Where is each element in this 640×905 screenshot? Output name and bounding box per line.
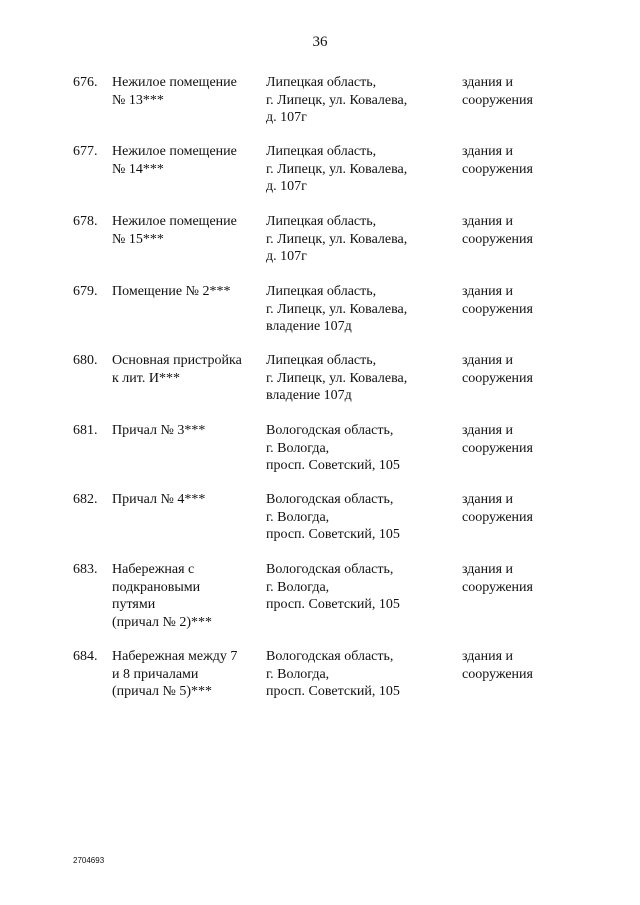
object-address: Вологодская область, г. Вологда, просп. Советский, 105 [266, 423, 400, 473]
row-number: 677. [73, 144, 98, 159]
object-type: здания и сооружения [462, 214, 533, 247]
object-type: здания и сооружения [462, 562, 533, 595]
object-type: здания и сооружения [462, 284, 533, 317]
object-name: Причал № 3*** [112, 423, 206, 438]
row-number: 680. [73, 353, 98, 368]
object-type: здания и сооружения [462, 649, 533, 682]
row-number: 681. [73, 423, 98, 438]
object-address: Вологодская область, г. Вологда, просп. Советский, 105 [266, 562, 400, 612]
table-row [0, 74, 640, 138]
table-row [0, 213, 640, 277]
document-code: 2704693 [73, 856, 105, 865]
object-name: Нежилое помещение № 14*** [112, 144, 237, 177]
object-name: Набережная с подкрановыми путями (причал № 2)*** [112, 562, 213, 630]
table-row [0, 283, 640, 347]
row-number: 683. [73, 562, 98, 577]
object-address: Липецкая область, г. Липецк, ул. Ковалева, д. 107г [266, 214, 408, 264]
object-type: здания и сооружения [462, 423, 533, 456]
object-address: Вологодская область, г. Вологда, просп. Советский, 105 [266, 649, 400, 699]
object-name: Нежилое помещение № 15*** [112, 214, 237, 247]
object-address: Липецкая область, г. Липецк, ул. Ковалева, д. 107г [266, 75, 408, 125]
object-type: здания и сооружения [462, 144, 533, 177]
table-row [0, 561, 640, 630]
object-address: Вологодская область, г. Вологда, просп. Советский, 105 [266, 492, 400, 542]
object-address: Липецкая область, г. Липецк, ул. Ковалева, владение 107д [266, 284, 408, 334]
object-name: Основная пристройка к лит. И*** [112, 353, 242, 386]
object-name: Набережная между 7 и 8 причалами (причал № 5)*** [112, 649, 238, 699]
table-row [0, 143, 640, 207]
object-type: здания и сооружения [462, 353, 533, 386]
object-name: Причал № 4*** [112, 492, 206, 507]
table-row [0, 422, 640, 486]
object-address: Липецкая область, г. Липецк, ул. Ковалева, д. 107г [266, 144, 408, 194]
object-name: Нежилое помещение № 13*** [112, 75, 237, 108]
row-number: 684. [73, 649, 98, 664]
row-number: 678. [73, 214, 98, 229]
table-row [0, 648, 640, 712]
page-number: 36 [312, 34, 328, 50]
object-type: здания и сооружения [462, 75, 533, 108]
table-row [0, 352, 640, 416]
object-name: Помещение № 2*** [112, 284, 231, 299]
row-number: 676. [73, 75, 98, 90]
table-row [0, 491, 640, 555]
object-type: здания и сооружения [462, 492, 533, 525]
object-address: Липецкая область, г. Липецк, ул. Ковалева, владение 107д [266, 353, 408, 403]
row-number: 679. [73, 284, 98, 299]
row-number: 682. [73, 492, 98, 507]
